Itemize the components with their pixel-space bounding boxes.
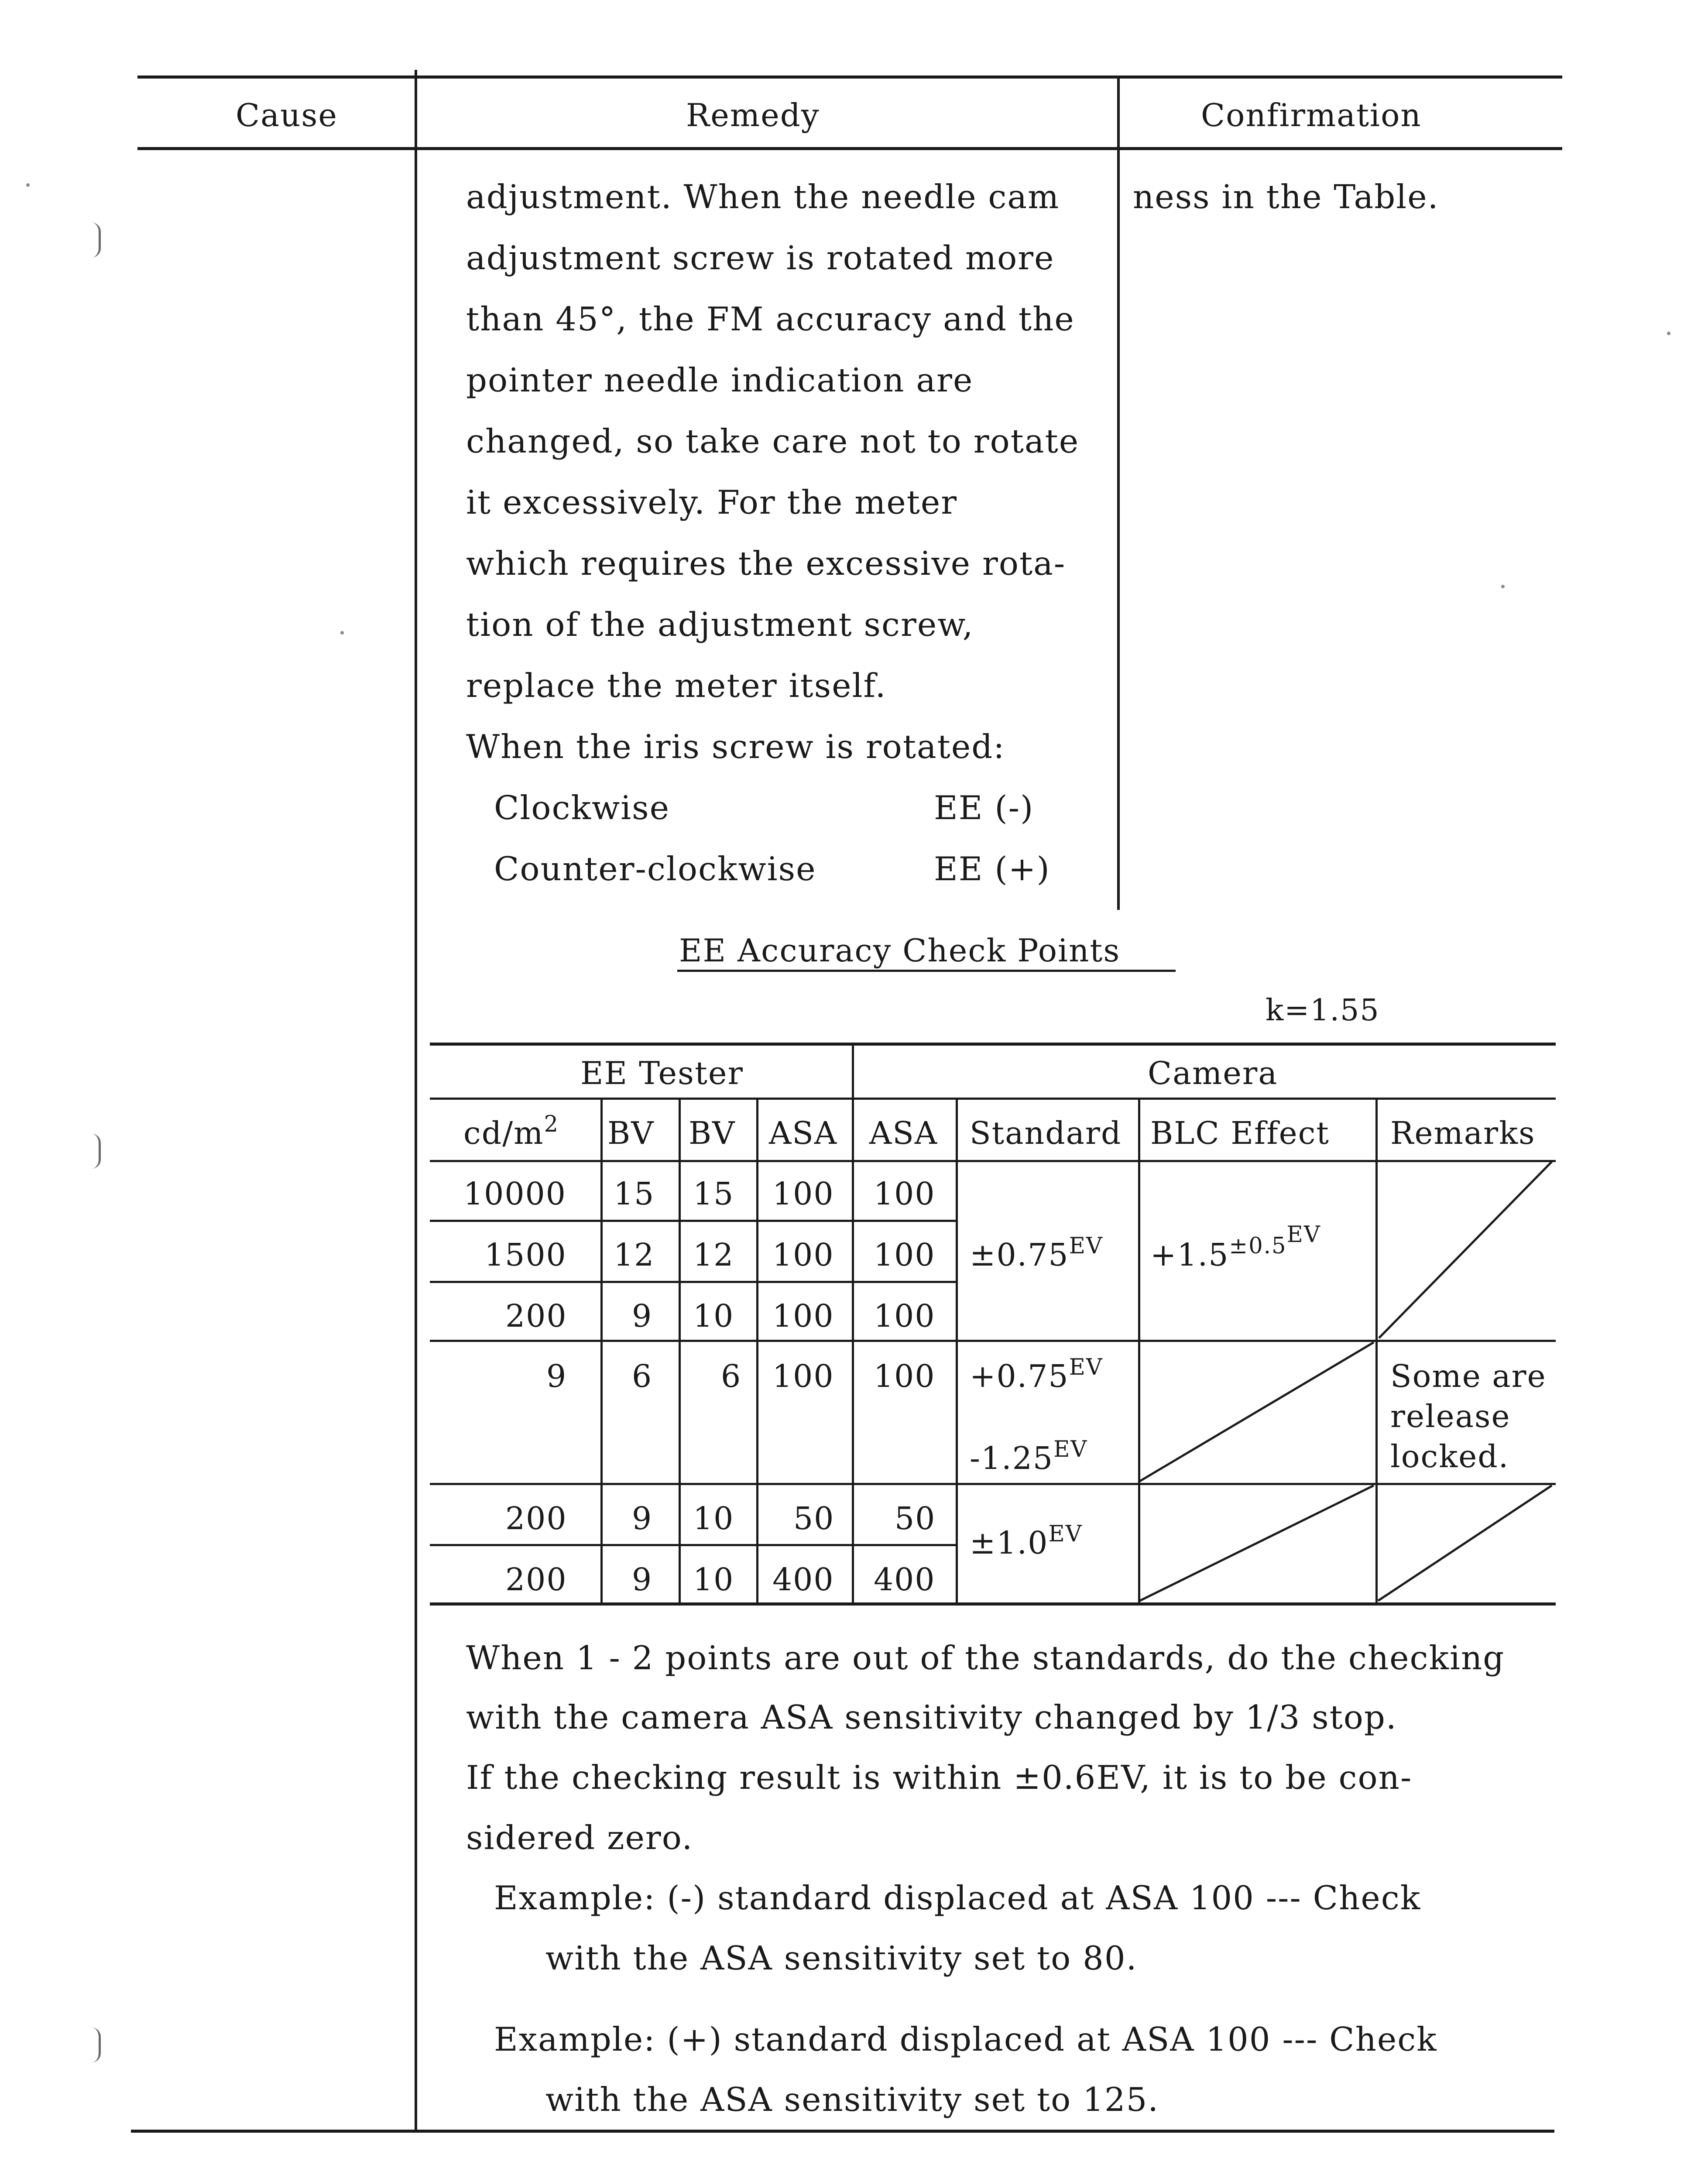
- remedy-line: which requires the excessive rota-: [466, 544, 1066, 583]
- group2-remarks-line: release: [1390, 1398, 1511, 1434]
- iris-result: EE (+): [934, 850, 1050, 888]
- cell-cd: 10000: [463, 1176, 566, 1212]
- cell-asa1: 100: [772, 1358, 834, 1394]
- cell-cd: 1500: [484, 1237, 567, 1273]
- remedy-line: adjustment. When the needle cam: [466, 178, 1060, 216]
- group2-standard-plus: $+0.75^{EV}$: [970, 1354, 1103, 1394]
- remedy-line: tion of the adjustment screw,: [466, 605, 974, 644]
- remedy-line: pointer needle indication are: [466, 361, 974, 399]
- binding-mark: [92, 2028, 101, 2062]
- cell-asa2: 100: [874, 1176, 936, 1212]
- remarks-strike-group1: [1379, 1162, 1552, 1338]
- cell-asa1: 400: [772, 1561, 834, 1598]
- k-value: k=1.55: [1266, 993, 1380, 1028]
- group2-remarks-line: locked.: [1390, 1438, 1509, 1475]
- cell-asa1: 100: [772, 1298, 834, 1334]
- col-header-asa1: ASA: [769, 1115, 838, 1151]
- scan-speck: [1501, 585, 1505, 588]
- cell-asa2: 50: [895, 1500, 936, 1537]
- cell-asa2: 100: [874, 1358, 936, 1394]
- note-line: sidered zero.: [466, 1818, 693, 1857]
- check-table-title: EE Accuracy Check Points: [679, 932, 1121, 969]
- cell-asa2: 100: [874, 1298, 936, 1334]
- note-line: If the checking result is within ±0.6EV, it is to be con-: [466, 1758, 1413, 1797]
- cell-bv1: 6: [632, 1358, 653, 1394]
- cause-header: Cause: [236, 97, 338, 134]
- confirmation-header: Confirmation: [1201, 97, 1422, 134]
- remedy-line: than 45°, the FM accuracy and the: [466, 300, 1075, 338]
- note-line: with the camera ASA sensitivity changed by 1/3 stop.: [466, 1698, 1397, 1736]
- cell-cd: 9: [546, 1358, 567, 1394]
- cell-bv2: 15: [693, 1176, 734, 1212]
- scan-speck: [26, 183, 30, 187]
- remedy-line: it excessively. For the meter: [466, 483, 958, 521]
- camera-header: Camera: [1148, 1055, 1278, 1091]
- example-line: with the ASA sensitivity set to 125.: [545, 2080, 1159, 2119]
- group2-standard-minus: $-1.25^{EV}$: [970, 1436, 1088, 1476]
- example-line: with the ASA sensitivity set to 80.: [545, 1939, 1138, 1977]
- cell-bv2: 10: [693, 1561, 734, 1598]
- iris-result: EE (-): [934, 789, 1034, 827]
- col-header-bv2: BV: [689, 1115, 736, 1151]
- remarks-strike-group3: [1378, 1486, 1552, 1601]
- cell-bv1: 15: [614, 1176, 655, 1212]
- scan-speck: [1667, 332, 1670, 335]
- cell-bv1: 9: [632, 1561, 653, 1598]
- cell-bv2: 10: [693, 1500, 734, 1537]
- iris-direction: Clockwise: [494, 789, 670, 827]
- blc-strike-group3: [1140, 1486, 1374, 1601]
- remedy-line: When the iris screw is rotated:: [466, 727, 1005, 766]
- remedy-line: replace the meter itself.: [466, 666, 887, 705]
- cell-bv2: 10: [693, 1298, 734, 1334]
- example-line: Example: (+) standard displaced at ASA 100 --- Check: [494, 2020, 1437, 2058]
- col-header-remarks: Remarks: [1390, 1115, 1536, 1151]
- col-header-blc: BLC Effect: [1150, 1115, 1330, 1151]
- note-line: When 1 - 2 points are out of the standards, do the checking: [466, 1639, 1505, 1677]
- remedy-header: Remedy: [686, 97, 820, 134]
- col-header-bv1: BV: [607, 1115, 655, 1151]
- cell-bv1: 12: [614, 1237, 655, 1273]
- binding-mark: [92, 223, 101, 257]
- blc-strike-group2: [1140, 1342, 1374, 1481]
- remedy-line: changed, so take care not to rotate: [466, 422, 1080, 460]
- scan-speck: [340, 631, 344, 635]
- cell-bv1: 9: [632, 1500, 653, 1537]
- col-header-standard: Standard: [970, 1115, 1122, 1151]
- cell-asa1: 50: [793, 1500, 835, 1537]
- group3-standard: $\pm 1.0^{EV}$: [970, 1521, 1083, 1561]
- cell-bv2: 6: [721, 1358, 742, 1394]
- cell-asa2: 100: [874, 1237, 936, 1273]
- binding-mark: [92, 1134, 101, 1169]
- confirmation-text: ness in the Table.: [1133, 178, 1439, 216]
- cell-asa1: 100: [772, 1237, 834, 1273]
- group2-remarks-line: Some are: [1390, 1358, 1547, 1394]
- cell-bv2: 12: [693, 1237, 734, 1273]
- example-line: Example: (-) standard displaced at ASA 100 --- Check: [494, 1879, 1421, 1917]
- cell-asa1: 100: [772, 1176, 834, 1212]
- ee-tester-header: EE Tester: [580, 1055, 744, 1091]
- remedy-line: adjustment screw is rotated more: [466, 239, 1055, 277]
- col-header-cd: $cd/m^2$: [463, 1111, 559, 1151]
- iris-direction: Counter-clockwise: [494, 850, 816, 888]
- col-header-asa2: ASA: [869, 1115, 938, 1151]
- group1-blc: $+1.5^{\pm 0.5EV}$: [1150, 1222, 1321, 1273]
- group1-standard: $\pm 0.75^{EV}$: [970, 1233, 1103, 1273]
- cell-cd: 200: [505, 1298, 567, 1334]
- cell-cd: 200: [505, 1561, 567, 1598]
- cell-bv1: 9: [632, 1298, 653, 1334]
- cell-asa2: 400: [874, 1561, 936, 1598]
- cell-cd: 200: [505, 1500, 567, 1537]
